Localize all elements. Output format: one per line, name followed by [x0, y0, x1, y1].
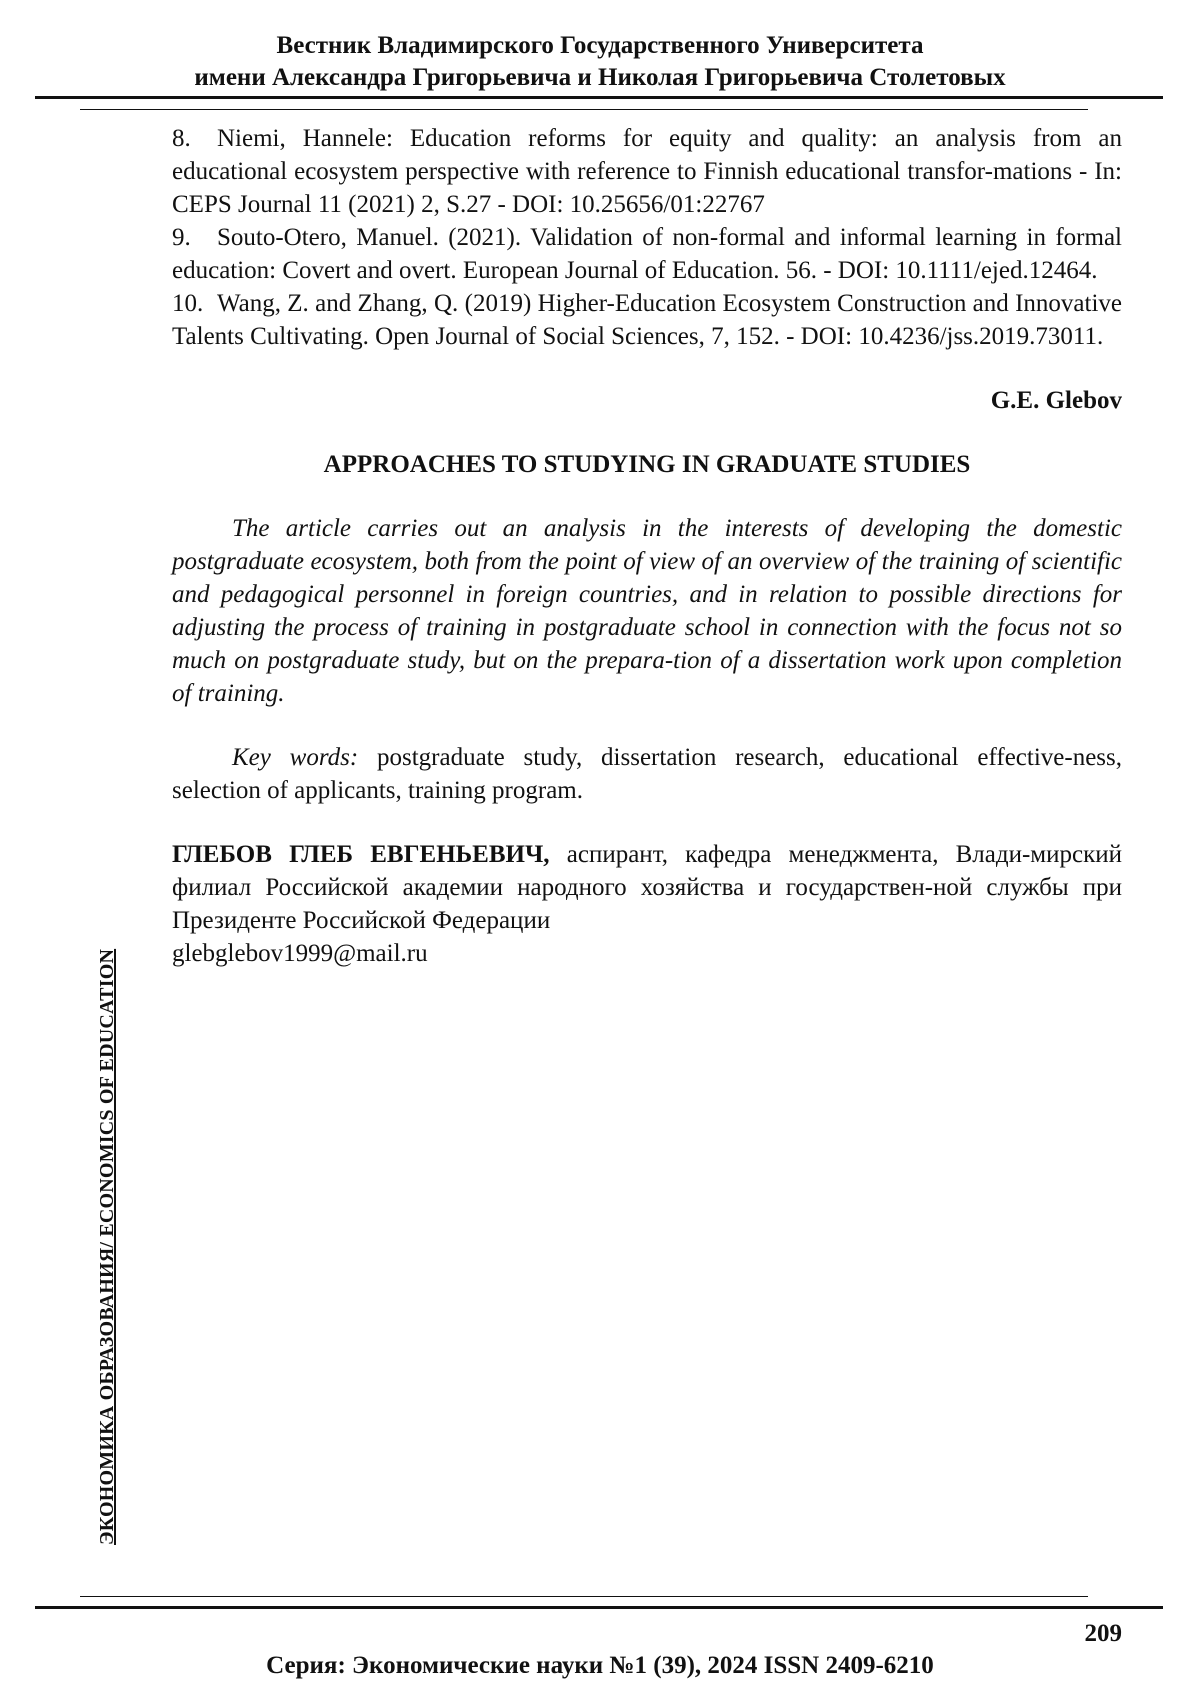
reference-number: 9.	[172, 224, 191, 251]
header-divider-thick	[35, 96, 1163, 99]
journal-header	[0, 30, 1200, 94]
page-content	[172, 122, 1122, 970]
reference-item	[172, 287, 1122, 353]
author-email: glebglebov1999@mail.ru	[172, 940, 428, 967]
footer-series: Серия: Экономические науки №1 (39), 2024 ISSN 2409-6210	[266, 1652, 934, 1679]
reference-item	[172, 122, 1122, 221]
article-title: APPROACHES TO STUDYING IN GRADUATE STUDIES	[323, 451, 971, 478]
article-abstract: The article carries out an analysis in the interests of developing the domestic postgraduate ecosystem, both from the point of view of an overview of the training of scientific and pedagogical personnel in foreign countries, and in relation to possible directions for adjusting the process of training in postgraduate school in connection with the focus not so much on postgraduate study, but on the prepara-tion of a dissertation work upon completion of training.	[172, 515, 1122, 707]
article-keywords	[172, 741, 1122, 807]
reference-number: 10.	[172, 290, 204, 317]
section-side-label: ЭКОНОМИКА ОБРАЗОВАНИЯ/ ECONOMICS OF EDUCATION	[96, 948, 118, 1545]
reference-number: 8.	[172, 125, 191, 152]
keywords-text: postgraduate study, dissertation research, educational effective-ness, selection of applicants, training program.	[172, 744, 1122, 804]
reference-item	[172, 221, 1122, 287]
journal-header-line-1: Вестник Владимирского Государственного Университета	[276, 32, 924, 59]
journal-header-line-2: имени Александра Григорьевича и Николая Григорьевича Столетовых	[194, 64, 1006, 91]
reference-text: Niemi, Hannele: Education reforms for equity and quality: an analysis from an educational ecosystem perspective with reference to Finnish educational transfor-mations - In: CEPS Journal 11 (2021) 2, S.27 - DOI: 10.25656/01:22767	[172, 125, 1122, 218]
author-info	[172, 838, 1122, 970]
reference-text: Wang, Z. and Zhang, Q. (2019) Higher-Education Ecosystem Construction and Innovative Talents Cultivating. Open Journal of Social Sciences, 7, 152. - DOI: 10.4236/jss.2019.73011.	[172, 290, 1122, 350]
article-author: G.E. Glebov	[990, 387, 1122, 414]
keywords-label: Key words:	[232, 744, 359, 771]
author-affiliation: аспирант, кафедра менеджмента, Влади-мирский филиал Российской академии народного хозяйства и государствен-ной службы при Президенте Российской Федерации	[172, 841, 1122, 934]
footer-divider-thick	[35, 1606, 1163, 1609]
author-full-name: ГЛЕБОВ ГЛЕБ ЕВГЕНЬЕВИЧ,	[172, 841, 550, 868]
header-divider-thin	[80, 109, 1088, 110]
page-number: 209	[1084, 1620, 1122, 1647]
reference-text: Souto-Otero, Manuel. (2021). Validation of non-formal and informal learning in formal education: Covert and overt. European Journal of Education. 56. - DOI: 10.1111/ejed.12464.	[172, 224, 1122, 284]
footer-divider-thin	[80, 1596, 1088, 1597]
